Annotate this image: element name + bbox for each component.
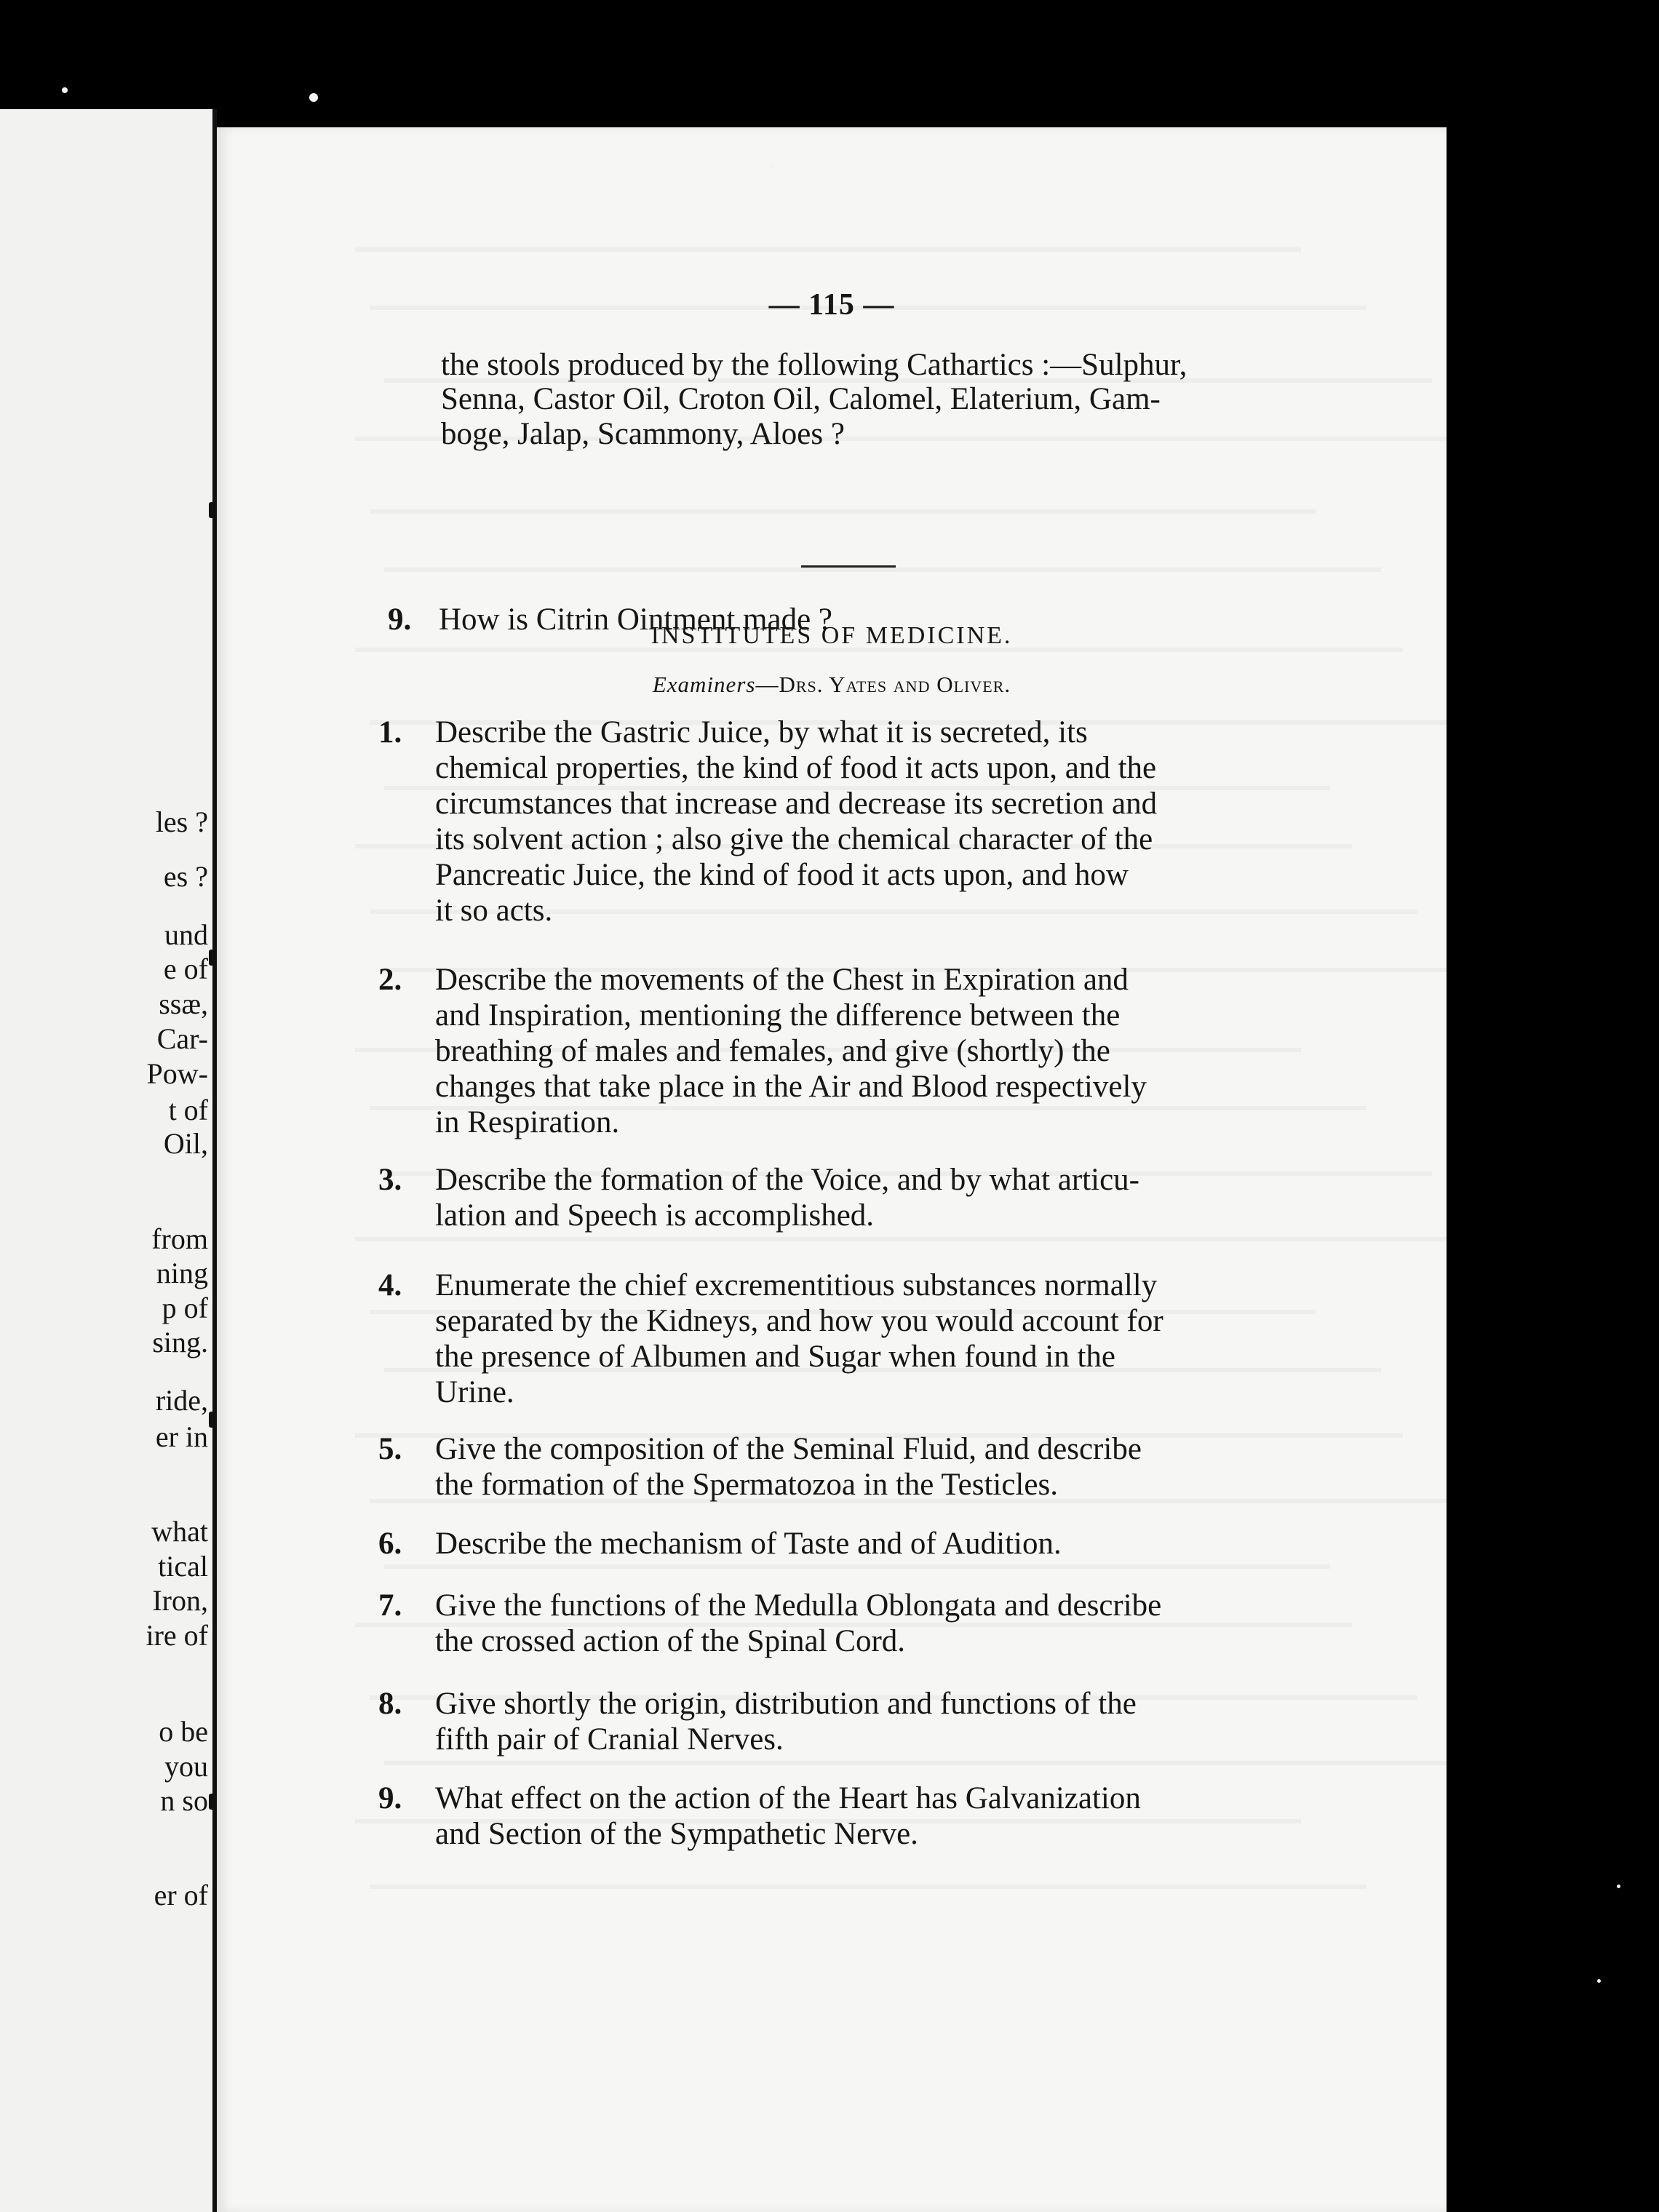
question-number: 6. [378,1527,402,1561]
question-line: What effect on the action of the Heart has Galvanization [435,1781,1141,1815]
facing-page-fragment: what [151,1515,208,1548]
bleed-through-mark [355,247,1301,252]
question-line: Describe the mechanism of Taste and of Audition. [435,1527,1062,1561]
bleed-through-mark [384,568,1381,572]
question-number: 2. [378,963,402,997]
examiners-line [217,672,1447,698]
facing-page-fragment: Pow- [146,1057,208,1090]
question-line: Give the composition of the Seminal Fluid, and describe [435,1432,1142,1466]
question-line: Give the functions of the Medulla Oblongata and describe [435,1588,1162,1623]
section-title: INSTITUTES OF MEDICINE. [651,622,1013,649]
question-line: separated by the Kidneys, and how you would account for [435,1304,1163,1338]
bleed-through-mark [355,437,1454,441]
facing-page-fragment: ning [156,1257,208,1289]
bleed-through-mark [355,1237,1454,1241]
facing-page [0,109,212,2212]
examiners-label: Examiners [652,672,756,697]
question-line: it so acts. [435,894,553,928]
question-line: chemical properties, the kind of food it acts upon, and the [435,751,1157,785]
question-line: Describe the movements of the Chest in Expiration and [435,963,1129,997]
question-number: 5. [378,1432,402,1466]
bleed-through-mark [355,1433,1403,1438]
bleed-through-mark [370,720,1468,725]
bleed-through-mark [355,1623,1352,1627]
continued-line: Senna, Castor Oil, Croton Oil, Calomel, Elaterium, Gam- [441,382,1161,416]
question-line: and Inspiration, mentioning the difference between the [435,998,1121,1033]
bleed-through-mark [384,378,1432,383]
facing-page-fragment: les ? [155,805,208,838]
question-number: 7. [378,1588,402,1623]
question-line: Urine. [435,1375,514,1409]
facing-page-fragment: Iron, [152,1584,208,1617]
facing-page-fragment: o be [159,1715,208,1748]
question-line: fifth pair of Cranial Nerves. [435,1722,784,1757]
facing-page-fragment: t of [168,1094,208,1126]
question-line: circumstances that increase and decrease its secretion and [435,787,1158,821]
question-line: changes that take place in the Air and Blood respectively [435,1070,1147,1104]
question-line: breathing of males and females, and give (shortly) the [435,1034,1110,1068]
bleed-through-mark [384,786,1330,790]
page-number: — 115 — [768,288,895,322]
bleed-through-mark [384,1171,1432,1176]
bleed-through-mark [370,1499,1468,1503]
question-line: Describe the formation of the Voice, and by what articu- [435,1163,1139,1197]
prev-question-text: How is Citrin Ointment made ? [439,602,833,637]
dust-speck [1597,1979,1601,1983]
facing-page-fragment: from [151,1222,208,1255]
facing-page-fragment: Oil, [163,1127,208,1160]
right-page [217,127,1447,2212]
facing-page-fragment: p of [162,1292,208,1324]
question-line: the formation of the Spermatozoa in the Testicles. [435,1468,1058,1502]
examiners-names: —Drs. Yates and Oliver. [755,672,1011,697]
question-line: Enumerate the chief excrementitious substances normally [435,1268,1158,1302]
facing-page-fragment: ire of [146,1619,208,1652]
question-line: the crossed action of the Spinal Cord. [435,1624,906,1658]
facing-page-fragment: ssæ, [159,987,208,1020]
bleed-through-mark [370,1106,1366,1110]
bleed-through-mark [355,1819,1301,1823]
facing-page-fragment: tical [158,1550,208,1583]
question-number: 8. [378,1687,402,1721]
bleed-through-mark [370,1885,1366,1889]
question-line: and Section of the Sympathetic Nerve. [435,1817,918,1851]
bleed-through-mark [355,844,1352,848]
question-number: 3. [378,1163,402,1197]
facing-page-fragment: e of [163,952,208,985]
dust-speck [309,93,318,102]
bleed-through-mark [384,1564,1330,1569]
question-number: 4. [378,1268,402,1302]
facing-page-fragment: es ? [163,860,208,893]
dust-speck [770,164,774,168]
continued-line: boge, Jalap, Scammony, Aloes ? [441,417,845,451]
bleed-through-mark [370,910,1417,914]
bleed-through-mark [355,648,1403,652]
question-line: Give shortly the origin, distribution and functions of the [435,1687,1137,1721]
facing-page-fragment: sing. [152,1326,208,1358]
question-line: lation and Speech is accomplished. [435,1198,875,1233]
facing-page-fragment: n so [160,1784,208,1817]
facing-page-fragment: ride, [155,1384,208,1417]
question-line: Pancreatic Juice, the kind of food it acts upon, and how [435,858,1129,892]
facing-page-fragment: und [164,918,208,951]
bleed-through-mark [370,306,1366,310]
question-line: Describe the Gastric Juice, by what it is secreted, its [435,715,1088,749]
bleed-through-mark [370,509,1316,514]
bleed-through-mark [355,1048,1301,1052]
dust-speck [62,87,68,93]
facing-page-fragment: er in [155,1420,208,1453]
facing-page-fragment: er of [154,1879,208,1911]
facing-page-fragment: you [164,1750,208,1783]
prev-question-number: 9. [388,602,412,637]
facing-page-fragment: Car- [156,1022,208,1055]
bleed-through-mark [384,1761,1483,1765]
bleed-through-mark [384,968,1483,972]
question-line: its solvent action ; also give the chemical character of the [435,822,1153,856]
continued-line: the stools produced by the following Cathartics :—Sulphur, [441,348,1187,382]
question-number: 9. [378,1781,402,1815]
question-number: 1. [378,715,402,749]
bleed-through-mark [370,1695,1417,1700]
dust-speck [1617,1885,1620,1888]
bleed-through-mark [384,1368,1381,1372]
question-line: the presence of Albumen and Sugar when found in the [435,1340,1115,1374]
bleed-through-mark [370,1310,1316,1314]
question-line: in Respiration. [435,1105,620,1139]
